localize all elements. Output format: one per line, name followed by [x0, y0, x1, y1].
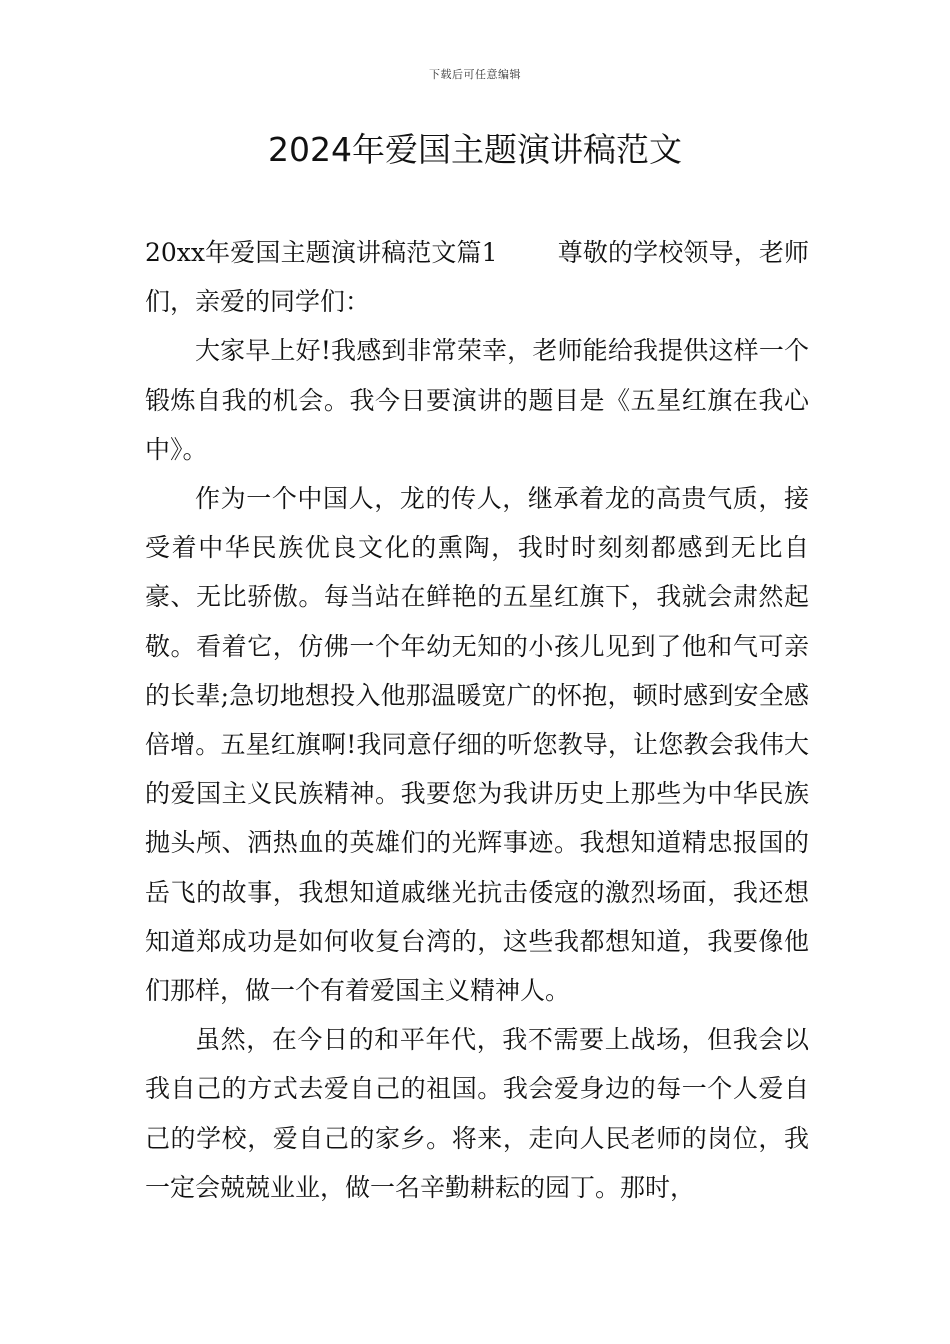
intro-heading: 20xx年爱国主题演讲稿范文篇1	[145, 238, 498, 267]
paragraph-3: 虽然，在今日的和平年代，我不需要上战场，但我会以我自己的方式去爱自己的祖国。我会爱身边的每一个人爱自己的学校，爱自己的家乡。将来，走向人民老师的岗位，我一定会兢兢业业，做一名辛勤耕耘的园丁。那时，	[145, 1025, 809, 1202]
header-note: 下载后可任意编辑	[429, 68, 521, 81]
intro-paragraph	[145, 228, 809, 326]
paragraph-2: 作为一个中国人，龙的传人，继承着龙的高贵气质，接受着中华民族优良文化的熏陶，我时时刻刻都感到无比自豪、无比骄傲。每当站在鲜艳的五星红旗下，我就会肃然起敬。看着它，仿佛一个年幼无知的小孩儿见到了他和气可亲的长辈;急切地想投入他那温暖宽广的怀抱，顿时感到安全感倍增。五星红旗啊!我同意仔细的听您教导，让您教会我伟大的爱国主义民族精神。我要您为我讲历史上那些为中华民族抛头颅、洒热血的英雄们的光辉事迹。我想知道精忠报国的岳飞的故事，我想知道戚继光抗击倭寇的激烈场面，我还想知道郑成功是如何收复台湾的，这些我都想知道，我要像他们那样，做一个有着爱国主义精神人。	[145, 484, 809, 1006]
paragraph-1: 大家早上好!我感到非常荣幸，老师能给我提供这样一个锻炼自我的机会。我今日要演讲的题目是《五星红旗在我心中》。	[145, 336, 809, 464]
document-body	[145, 228, 809, 1212]
greeting: 尊敬的学校领导，老师们，亲爱的同学们：	[145, 238, 809, 317]
document-title: 2024年爱国主题演讲稿范文	[268, 130, 682, 169]
